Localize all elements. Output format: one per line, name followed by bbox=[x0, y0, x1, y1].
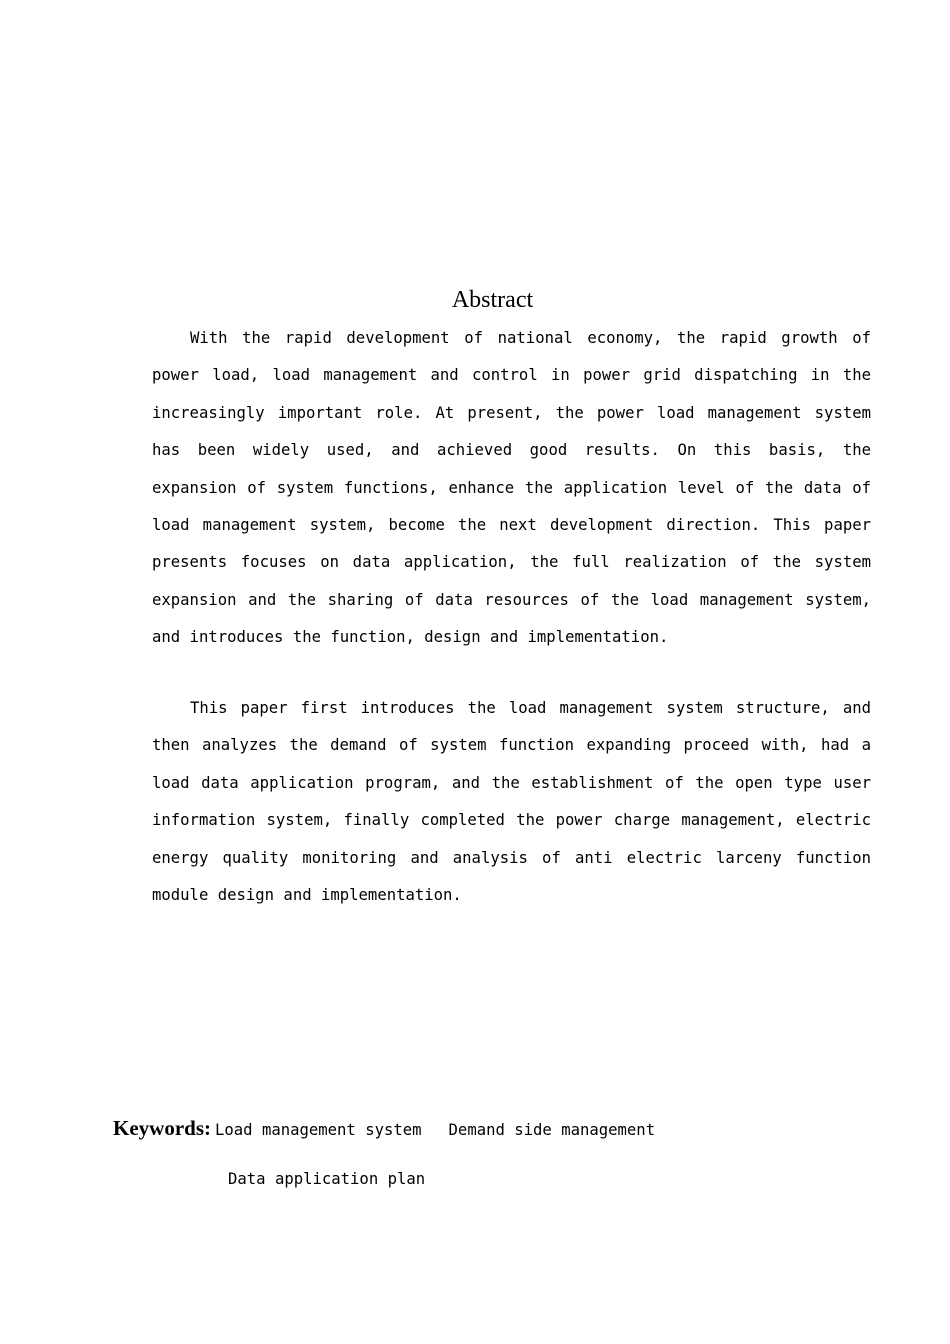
keyword-data-application-plan: Data application plan bbox=[228, 1170, 426, 1188]
abstract-title: Abstract bbox=[451, 287, 534, 313]
keyword-load-management-system: Load management system bbox=[215, 1121, 422, 1139]
abstract-paragraph-2: This paper first introduces the load management system structure, and then analyzes the demand of system function expanding proceed with, had a load data application program, and the establishment of the open type user information system, finally completed the power charge management, electric energy quality monitoring and analysis of anti electric larceny function module design and implementation. bbox=[152, 699, 871, 905]
keywords-row bbox=[113, 1116, 655, 1141]
keyword-demand-side-management: Demand side management bbox=[448, 1121, 656, 1139]
keywords-label: Keywords: bbox=[113, 1116, 211, 1140]
abstract-paragraph-1: With the rapid development of national economy, the rapid growth of power load, load management and control in power grid dispatching in the increasingly important role. At present, the power load management system has been widely used, and achieved good results. On this basis, the expansion of system functions, enhance the application level of the data of load management system, become the next development direction. This paper presents focuses on data application, the full realization of the system expansion and the sharing of data resources of the load management system, and introduces the function, design and implementation. bbox=[152, 329, 871, 647]
